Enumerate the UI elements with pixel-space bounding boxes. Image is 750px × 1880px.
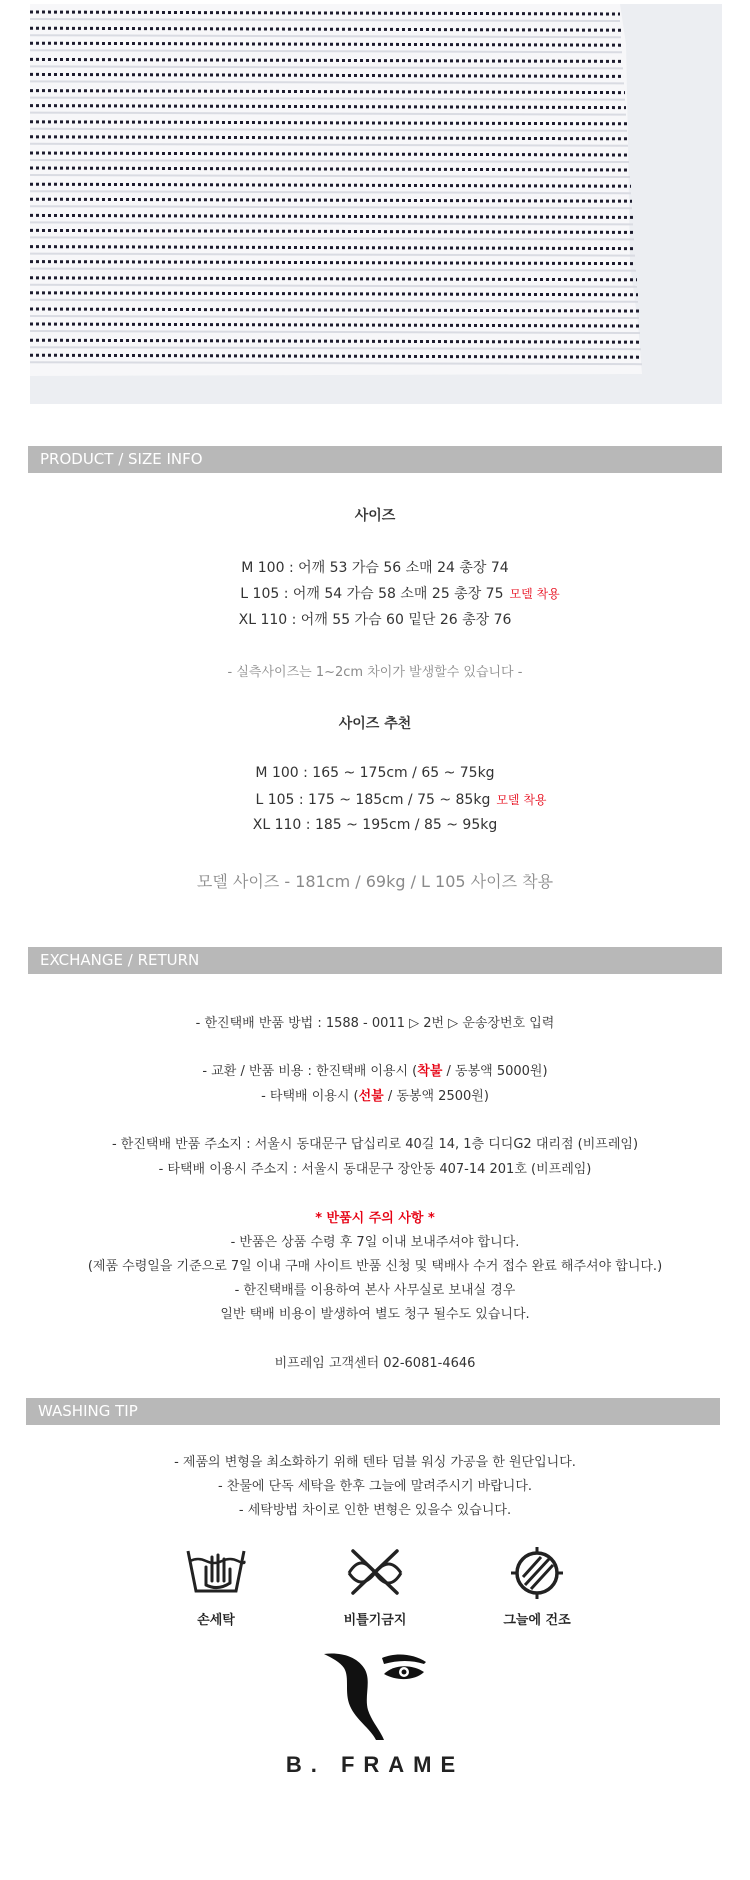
- care-no-wring: [305, 1545, 445, 1628]
- recommend-row-xl: [0, 817, 750, 833]
- care-shade-dry: [467, 1545, 607, 1628]
- caution-title: * 반품시 주의 사항 *: [315, 1211, 435, 1226]
- recommend-row-m: [0, 765, 750, 781]
- exchange-heading: EXCHANGE / RETURN: [40, 951, 200, 969]
- no-wring-icon: [343, 1545, 407, 1599]
- size-row-label: M 100 : 어깨 53 가슴 56 소매 24 총장 74: [241, 560, 509, 576]
- care-hand-wash: [146, 1545, 286, 1628]
- size-info-header: [28, 446, 722, 473]
- brand-logo: [0, 1650, 750, 1742]
- prepaid-label: 선불: [358, 1089, 384, 1104]
- caution-line: - 한진택배를 이용하여 본사 사무실로 보내실 경우: [234, 1283, 516, 1298]
- size-note: - 실측사이즈는 1~2cm 차이가 발생할수 있습니다 -: [227, 665, 523, 680]
- return-address-other: - 타택배 이용시 주소지 : 서울시 동대문구 장안동 407-14 201호 (비프레임): [158, 1162, 592, 1177]
- size-row-m: [0, 557, 750, 577]
- face-logo-icon: [320, 1650, 430, 1742]
- cost-text: / 동봉액 2500원): [383, 1089, 489, 1104]
- brand-name: B. FRAME: [285, 1752, 465, 1777]
- cod-label: 착불: [417, 1064, 443, 1079]
- washing-tip: - 세탁방법 차이로 인한 변형은 있을수 있습니다.: [238, 1503, 512, 1518]
- return-cost-hanjin: [0, 1060, 750, 1079]
- fabric-photo: [30, 4, 722, 404]
- size-row-label: XL 110 : 어깨 55 가슴 60 밑단 26 총장 76: [238, 612, 512, 628]
- return-cost-other: [0, 1085, 750, 1104]
- care-label: 비틀기금지: [343, 1613, 407, 1628]
- hand-wash-icon: [184, 1545, 248, 1599]
- model-size: 모델 사이즈 - 181cm / 69kg / L 105 사이즈 착용: [196, 872, 554, 891]
- caution-line: (제품 수령일을 기준으로 7일 이내 구매 사이트 반품 신청 및 택배사 수거 접수 완료 해주셔야 합니다.): [87, 1259, 663, 1274]
- washing-heading: WASHING TIP: [38, 1402, 138, 1420]
- washing-header: [26, 1398, 720, 1425]
- model-wear-tag: 모델 착용: [496, 793, 547, 807]
- recommend-row-label: L 105 : 175 ~ 185cm / 75 ~ 85kg: [255, 792, 491, 808]
- return-method: - 한진택배 반품 방법 : 1588 - 0011 ▷ 2번 ▷ 운송장번호 입력: [195, 1016, 555, 1031]
- shade-dry-icon: [505, 1545, 569, 1599]
- recommend-row-label: XL 110 : 185 ~ 195cm / 85 ~ 95kg: [252, 817, 498, 833]
- care-label: 손세탁: [197, 1613, 235, 1628]
- washing-tip: - 찬물에 단독 세탁을 한후 그늘에 말려주시기 바랍니다.: [217, 1479, 533, 1494]
- exchange-header: [28, 947, 722, 974]
- cost-text: - 타택배 이용시 (: [261, 1089, 359, 1104]
- size-row-xl: [0, 609, 750, 629]
- size-row-label: L 105 : 어깨 54 가슴 58 소매 25 총장 75: [240, 586, 504, 602]
- washing-tip: - 제품의 변형을 최소화하기 위해 텐타 덤블 워싱 가공을 한 원단입니다.: [174, 1455, 576, 1470]
- recommend-row-label: M 100 : 165 ~ 175cm / 65 ~ 75kg: [255, 765, 495, 781]
- cost-text: - 교환 / 반품 비용 : 한진택배 이용시 (: [202, 1064, 418, 1079]
- recommend-row-l: [0, 791, 750, 808]
- return-address-hanjin: - 한진택배 반품 주소지 : 서울시 동대문구 답십리로 40길 14, 1층 디디G2 대리점 (비프레임): [111, 1137, 639, 1152]
- size-title: 사이즈: [354, 508, 396, 524]
- recommend-title: 사이즈 추천: [338, 716, 412, 732]
- cost-text: / 동봉액 5000원): [442, 1064, 548, 1079]
- customer-service: 비프레임 고객센터 02-6081-4646: [274, 1356, 476, 1371]
- size-info-heading: PRODUCT / SIZE INFO: [40, 450, 203, 468]
- caution-line: 일반 택배 비용이 발생하여 별도 청구 될수도 있습니다.: [220, 1307, 530, 1322]
- caution-line: - 반품은 상품 수령 후 7일 이내 보내주셔야 합니다.: [230, 1235, 520, 1250]
- model-wear-tag: 모델 착용: [509, 587, 560, 601]
- size-row-l: [0, 583, 750, 603]
- care-label: 그늘에 건조: [503, 1613, 571, 1628]
